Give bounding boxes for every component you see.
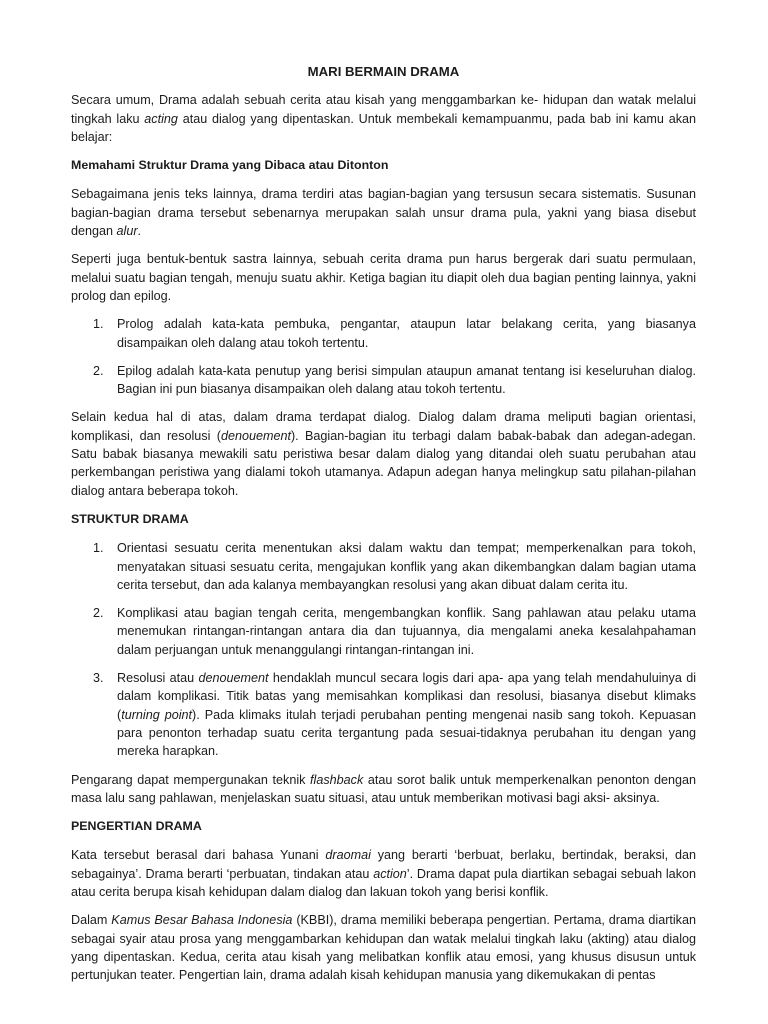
struktur-drama-list <box>71 539 696 760</box>
section-heading-struktur-drama: STRUKTUR DRAMA <box>71 511 189 526</box>
list-item: 2. Komplikasi atau bagian tengah cerita, mengembangkan konflik. Sang pahlawan atau pelaku utama menemukan rintangan-rintangan antara dia dan tujuannya, dia mengalami aneka kesalahpahaman dalam perjuangan untuk menanggulangi rintangan-rintangan ini. <box>93 606 696 657</box>
section-heading-struktur-dibaca: Memahami Struktur Drama yang Dibaca atau Ditonton <box>71 158 389 173</box>
document-title: MARI BERMAIN DRAMA <box>307 64 460 79</box>
list-item: 1. Orientasi sesuatu cerita menentukan aksi dalam waktu dan tempat; memperkenalkan para tokoh, menyatakan situasi sesuatu cerita, mengajukan konflik yang akan dikembangkan dalam bagian utama cerita tersebut, dan ada kalanya membayangkan resolusi yang akan dibuat dalam cerita itu. <box>93 541 696 592</box>
paragraph-prolog-epilog-intro: Seperti juga bentuk-bentuk sastra lainnya, sebuah cerita drama pun harus bergerak dari suatu permulaan, melalui suatu bagian tengah, menuju suatu akhir. Ketiga bagian itu diapit oleh dua bagian penting lainnya, yakni prolog dan epilog. <box>71 252 696 303</box>
prolog-epilog-list <box>71 315 696 398</box>
section-heading-pengertian-drama: PENGERTIAN DRAMA <box>71 819 202 834</box>
paragraph-flashback: Pengarang dapat mempergunakan teknik flashback atau sorot balik untuk memperkenalkan penonton dengan masa lalu sang pahlawan, menjelaskan suatu situasi, atau untuk memberikan motivasi bagi aksi- aksinya. <box>71 772 696 805</box>
list-item: 2. Epilog adalah kata-kata penutup yang berisi simpulan ataupun amanat tentang isi keseluruhan dialog. Bagian ini pun biasanya disampaikan oleh dalang atau tokoh tertentu. <box>93 363 696 397</box>
list-item: 1. Prolog adalah kata-kata pembuka, pengantar, ataupun latar belakang cerita, yang biasanya disampaikan oleh dalang atau tokoh tertentu. <box>93 317 696 350</box>
list-item: 3. Resolusi atau denouement hendaklah muncul secara logis dari apa- apa yang telah mendahuluinya di dalam komplikasi. Titik batas yang memisahkan komplikasi dan resolusi, biasanya disebut klimaks (turning point). Pada klimaks itulah terjadi perubahan penting mengenai nasib sang tokoh. Kepuasan para penonton terhadap suatu cerita tergantung pada sesuai-tidaknya perubahan itu dengan yang mereka harapkan. <box>93 671 696 759</box>
intro-paragraph: Secara umum, Drama adalah sebuah cerita atau kisah yang menggambarkan ke- hidupan dan watak melalui tingkah laku acting atau dialog yang dipentaskan. Untuk membekali kemampuanmu, pada bab ini kamu akan belajar: <box>71 93 697 144</box>
paragraph-etymology: Kata tersebut berasal dari bahasa Yunani draomai yang berarti ‘berbuat, berlaku, bertindak, beraksi, dan sebagainya’. Drama berarti ‘perbuatan, tindakan atau action’. Drama dapat pula diartikan sebagai sebuah lakon atau cerita berupa kisah kehidupan dalam dialog dan lakuan tokoh yang berisi konflik. <box>71 848 696 899</box>
paragraph-kbbi: Dalam Kamus Besar Bahasa Indonesia (KBBI), drama memiliki beberapa pengertian. Pertama, drama diartikan sebagai syair atau prosa yang menggambarkan kehidupan dan watak melalui tingkah laku (akting) atau dialog yang dipentaskan. Kedua, cerita atau kisah yang melibatkan konflik atau emosi, yang khusus disusun untuk pertunjukan teater. Pengertian lain, drama adalah kisah kehidupan manusia yang dikemukakan di pentas <box>71 913 696 983</box>
paragraph-alur: Sebagaimana jenis teks lainnya, drama terdiri atas bagian-bagian yang tersusun secara sistematis. Susunan bagian-bagian drama tersebut sebenarnya merupakan salah unsur drama pula, yakni yang biasa disebut dengan alur. <box>71 187 696 239</box>
paragraph-dialog: Selain kedua hal di atas, dalam drama terdapat dialog. Dialog dalam drama meliputi bagian orientasi, komplikasi, dan resolusi (denouement). Bagian-bagian itu terbagi dalam babak-babak dan adegan-adegan. Satu babak biasanya mewakili satu peristiwa besar dalam dialog yang ditandai oleh suatu perubahan atau perkembangan peristiwa yang dialami tokoh utamanya. Adapun adegan hanya melingkup satu pilahan-pilahan dialog antara beberapa tokoh. <box>71 410 697 498</box>
